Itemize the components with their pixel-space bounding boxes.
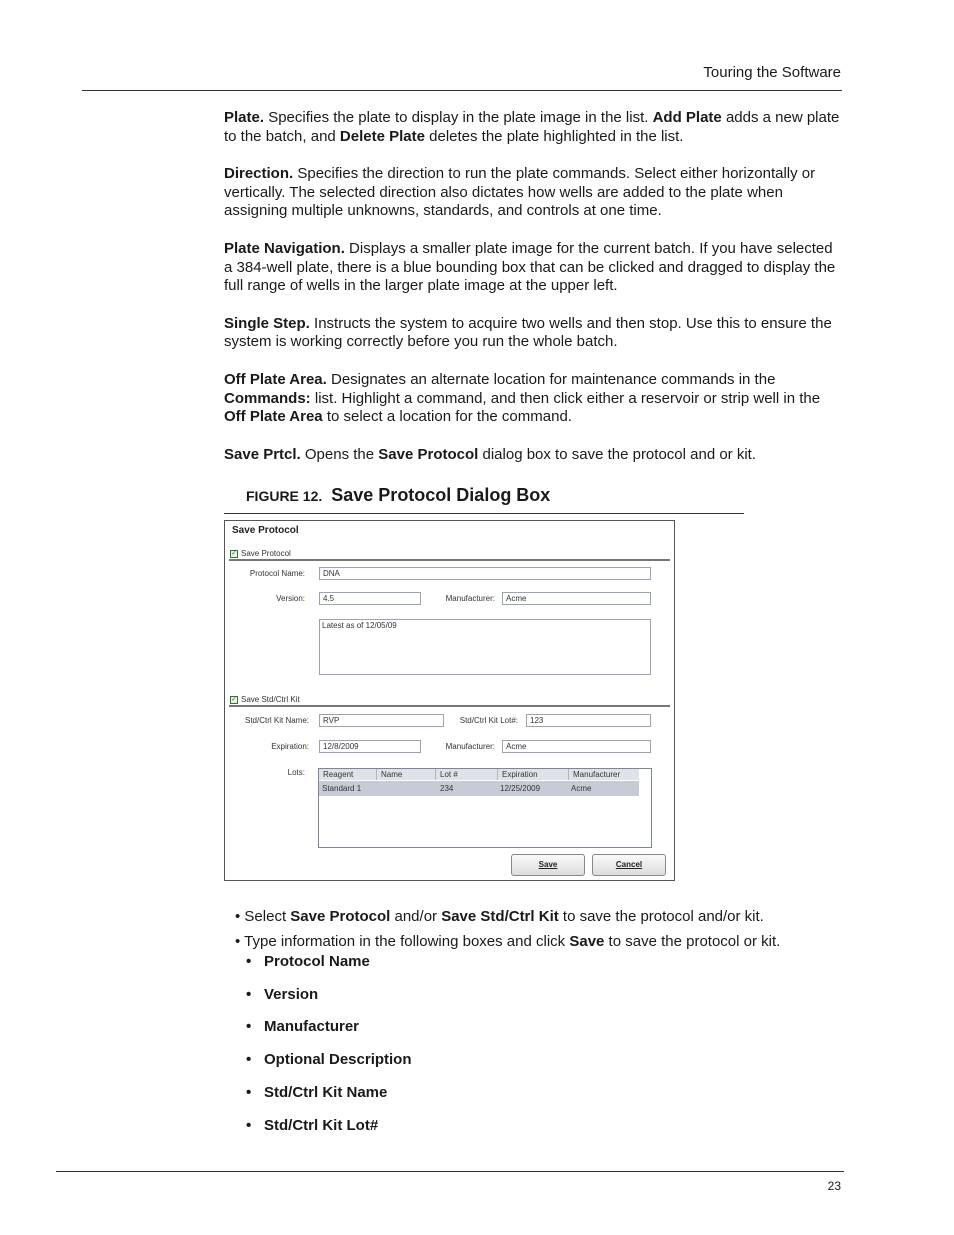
paragraph-plate-navigation <box>224 240 842 296</box>
table-cell: Standard 1 <box>322 784 362 793</box>
paragraph-save-prtcl <box>224 446 842 465</box>
cancel-button-label: Cancel <box>615 860 643 869</box>
text: Select <box>244 908 291 925</box>
table-cell: 12/25/2009 <box>500 784 541 793</box>
figure-title: Save Protocol Dialog Box <box>331 485 551 505</box>
page-number: 23 <box>827 1179 841 1193</box>
paragraph-plate <box>224 109 842 146</box>
term: Plate Navigation. <box>224 239 345 257</box>
text: dialog box to save the protocol and or kit. <box>478 445 756 463</box>
text: Displays a smaller plate image for the current batch. If you have selected a 384-well plate, there is a blue bounding box that can be clicked and dragged to display the full range of wells in the larger plate image at the upper left. <box>224 239 836 295</box>
sub-list-item: • Manufacturer <box>246 1018 360 1035</box>
table-row[interactable] <box>319 781 639 796</box>
paragraph-off-plate-area <box>224 371 842 427</box>
paragraph-direction <box>224 165 842 221</box>
list-item: • Type information in the following boxes and click Save to save the protocol or kit. <box>235 933 781 950</box>
sub-list-item: • Std/Ctrl Kit Lot# <box>246 1117 379 1134</box>
term: Direction. <box>224 165 294 183</box>
footer-rule <box>56 1171 844 1172</box>
paragraph-single-step <box>224 315 842 352</box>
save-kit-checkbox[interactable]: ✓ <box>231 696 237 703</box>
sub-list-text: Std/Ctrl Kit Lot# <box>264 1117 379 1134</box>
manufacturer-input[interactable]: Acme <box>502 592 651 605</box>
sub-list-item: • Protocol Name <box>246 953 370 970</box>
kit-name-label: Std/Ctrl Kit Name: <box>244 716 309 725</box>
term: Delete Plate <box>339 127 425 145</box>
text: deletes the plate highlighted in the list. <box>424 127 684 145</box>
section-divider <box>229 705 670 707</box>
save-button-label: Save <box>538 860 558 869</box>
protocol-name-input[interactable]: DNA <box>319 567 651 580</box>
expiration-label: Expiration: <box>271 742 309 751</box>
term: Save Protocol <box>378 445 479 463</box>
term: Save Prtcl. <box>224 445 301 463</box>
text: to save the protocol or kit. <box>604 933 781 950</box>
column-header[interactable]: Name <box>377 769 436 780</box>
sub-list-text: Version <box>264 986 319 1003</box>
expiration-input[interactable]: 12/8/2009 <box>319 740 421 753</box>
save-kit-check-label: Save Std/Ctrl Kit <box>241 695 300 704</box>
sub-list-text: Std/Ctrl Kit Name <box>264 1084 388 1101</box>
term: Save Std/Ctrl Kit <box>441 908 559 925</box>
figure-caption <box>246 485 550 506</box>
column-header[interactable]: Lot # <box>436 769 498 780</box>
list-item: • Select Save Protocol and/or Save Std/Ctrl Kit to save the protocol and/or kit. <box>235 908 764 925</box>
term: Plate. <box>224 109 265 126</box>
version-input[interactable]: 4.5 <box>319 592 421 605</box>
kit-lot-label: Std/Ctrl Kit Lot#: <box>459 716 518 725</box>
kit-manufacturer-input[interactable]: Acme <box>502 740 651 753</box>
kit-name-input[interactable]: RVP <box>319 714 444 727</box>
lots-table-header <box>319 769 639 780</box>
text: Designates an alternate location for maintenance commands in the <box>326 370 776 388</box>
protocol-name-label: Protocol Name: <box>249 569 305 578</box>
table-cell: 234 <box>440 784 454 793</box>
column-header[interactable]: Expiration <box>498 769 569 780</box>
column-header[interactable]: Reagent <box>319 769 377 780</box>
term: Save Protocol <box>290 908 391 925</box>
save-protocol-checkbox[interactable]: ✓ <box>231 550 237 557</box>
dialog-title: Save Protocol <box>232 525 299 536</box>
text: Specifies the direction to run the plate commands. Select either horizontally or vertically. The selected direction also dictates how wells are added to the plate when assigning multiple unknowns, standards, and controls at one time. <box>224 165 816 220</box>
text: Specifies the plate to display in the plate image in the list. <box>264 109 653 126</box>
sub-list-text: Manufacturer <box>264 1018 360 1035</box>
text: adds a new plate to the batch, and <box>224 109 840 145</box>
term: Off Plate Area. <box>224 370 327 388</box>
save-protocol-dialog <box>224 520 675 881</box>
header-rule <box>82 90 842 91</box>
figure-label: FIGURE 12. <box>246 488 323 504</box>
sub-list-text: Optional Description <box>264 1051 412 1068</box>
text: list. Highlight a command, and then click either a reservoir or strip well in the <box>310 389 821 407</box>
sub-list-item: • Optional Description <box>246 1051 412 1068</box>
body-text <box>224 109 842 483</box>
term: Single Step. <box>224 314 310 332</box>
cancel-button[interactable] <box>592 854 666 876</box>
description-textarea[interactable]: Latest as of 12/05/09 <box>319 619 651 675</box>
term: Commands: <box>224 389 311 407</box>
term: Off Plate Area <box>224 408 323 426</box>
term: Save <box>569 933 605 950</box>
sub-list-item: • Version <box>246 986 319 1003</box>
text: to save the protocol and/or kit. <box>558 908 764 925</box>
running-header: Touring the Software <box>703 64 841 81</box>
save-protocol-check-label: Save Protocol <box>241 549 291 558</box>
lots-label: Lots: <box>287 768 305 777</box>
kit-lot-input[interactable]: 123 <box>526 714 651 727</box>
column-header[interactable]: Manufacturer <box>573 770 621 779</box>
text: to select a location for the command. <box>322 408 572 426</box>
text: Opens the <box>300 445 379 463</box>
version-label: Version: <box>276 594 305 603</box>
text: Type information in the following boxes and click <box>244 933 570 950</box>
save-button[interactable] <box>511 854 585 876</box>
table-cell: Acme <box>571 784 592 793</box>
lots-table[interactable] <box>318 768 652 848</box>
term: Add Plate <box>652 109 722 126</box>
text: and/or <box>390 908 442 925</box>
figure-rule <box>224 513 744 514</box>
sub-list-item: • Std/Ctrl Kit Name <box>246 1084 388 1101</box>
sub-list-text: Protocol Name <box>264 953 370 970</box>
section-divider <box>229 559 670 561</box>
kit-manufacturer-label: Manufacturer: <box>445 742 495 751</box>
text: Instructs the system to acquire two wells and then stop. Use this to ensure the system is working correctly before you run the whole batch. <box>224 314 832 351</box>
manufacturer-label: Manufacturer: <box>445 594 495 603</box>
